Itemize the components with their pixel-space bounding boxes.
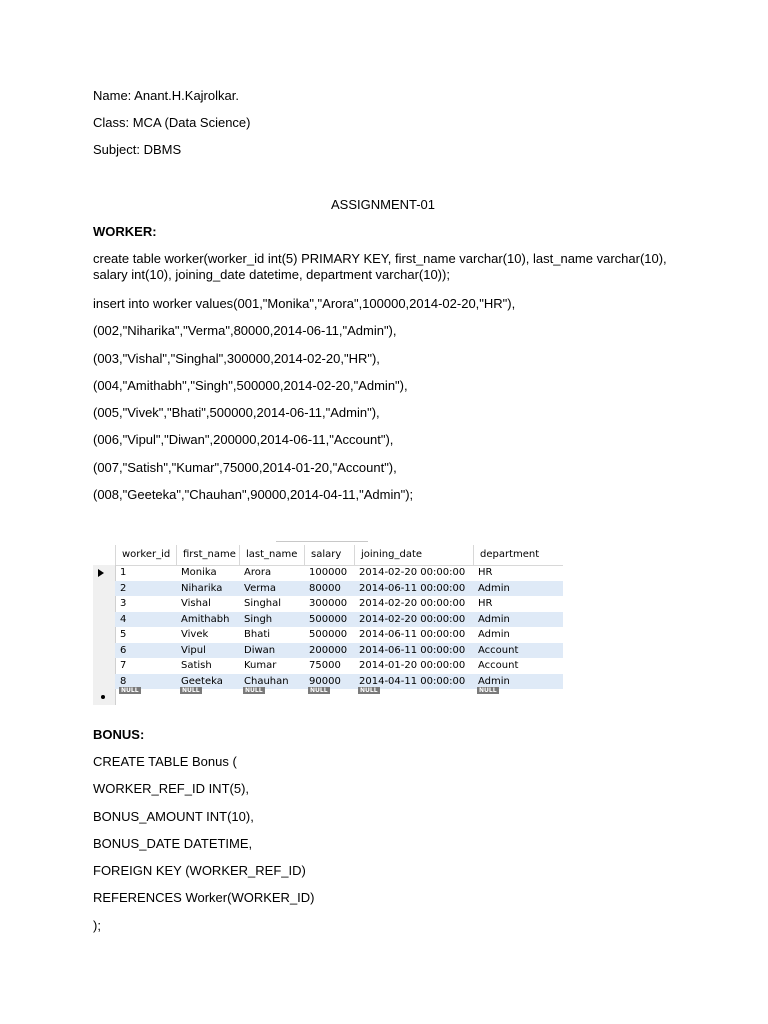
worker-create-statement: create table worker(worker_id int(5) PRIMARY KEY, first_name varchar(10), last_name varchar(10), salary int(10), joining_date datetime, department varchar(10));: [93, 251, 667, 282]
cell-salary[interactable]: 80000: [309, 582, 341, 594]
subject: Subject: DBMS: [93, 142, 182, 157]
cell-department[interactable]: HR: [478, 598, 493, 609]
cell-first-name[interactable]: Vipul: [181, 644, 206, 656]
cell-department[interactable]: Account: [478, 644, 519, 656]
column-header-department[interactable]: department: [473, 545, 563, 565]
cell-joining-date[interactable]: 2014-01-20 00:00:00: [359, 660, 466, 671]
cell-salary[interactable]: 200000: [309, 644, 348, 656]
cell-first-name[interactable]: Vishal: [181, 598, 211, 609]
cell-department[interactable]: Admin: [478, 613, 510, 625]
cell-worker-id[interactable]: 3: [120, 598, 127, 609]
cell-joining-date[interactable]: 2014-02-20 00:00:00: [359, 567, 466, 578]
bonus-line: BONUS_DATE DATETIME,: [93, 836, 253, 851]
insert-line: (003,"Vishal","Singhal",300000,2014-02-20,"HR"),: [93, 351, 380, 366]
cell-last-name[interactable]: Singh: [244, 613, 273, 625]
cell-last-name[interactable]: Arora: [244, 567, 272, 578]
column-header-joining-date[interactable]: joining_date: [354, 545, 473, 565]
bonus-line: FOREIGN KEY (WORKER_REF_ID): [93, 863, 306, 878]
grid-header: [93, 545, 563, 566]
bonus-line: REFERENCES Worker(WORKER_ID): [93, 890, 315, 905]
cell-department[interactable]: Account: [478, 660, 519, 671]
cell-department[interactable]: Admin: [478, 629, 510, 640]
cell-first-name[interactable]: Monika: [181, 567, 217, 578]
worker-heading: WORKER:: [93, 224, 157, 239]
cell-department[interactable]: HR: [478, 567, 493, 578]
insert-line: (002,"Niharika","Verma",80000,2014-06-11,"Admin"),: [93, 323, 397, 338]
cell-worker-id[interactable]: 2: [120, 582, 127, 594]
new-row-marker-icon: [101, 695, 105, 699]
cell-department[interactable]: Admin: [478, 675, 510, 687]
cell-joining-date[interactable]: 2014-06-11 00:00:00: [359, 629, 466, 640]
insert-line: (006,"Vipul","Diwan",200000,2014-06-11,"Account"),: [93, 432, 394, 447]
assignment-title: ASSIGNMENT-01: [330, 197, 436, 212]
cell-worker-id[interactable]: 5: [120, 629, 127, 640]
table-row[interactable]: [115, 627, 563, 643]
null-placeholder[interactable]: NULL: [182, 687, 200, 694]
null-placeholder[interactable]: NULL: [245, 687, 263, 694]
cell-department[interactable]: Admin: [478, 582, 510, 594]
null-placeholder[interactable]: NULL: [310, 687, 328, 694]
cell-joining-date[interactable]: 2014-06-11 00:00:00: [359, 582, 466, 594]
bonus-heading: BONUS:: [93, 727, 145, 742]
bonus-line: WORKER_REF_ID INT(5),: [93, 781, 250, 796]
cell-first-name[interactable]: Geeteka: [181, 675, 223, 687]
cell-worker-id[interactable]: 1: [120, 567, 127, 578]
cell-salary[interactable]: 300000: [309, 598, 348, 609]
column-header-first-name[interactable]: first_name: [176, 545, 239, 565]
worker-result-grid: [93, 543, 563, 705]
insert-line: (008,"Geeteka","Chauhan",90000,2014-04-11,"Admin");: [93, 487, 414, 502]
cell-first-name[interactable]: Niharika: [181, 582, 223, 594]
insert-line: (007,"Satish","Kumar",75000,2014-01-20,"Account"),: [93, 460, 397, 475]
table-row[interactable]: [115, 658, 563, 674]
cell-joining-date[interactable]: 2014-02-20 00:00:00: [359, 613, 466, 625]
null-placeholder[interactable]: NULL: [360, 687, 378, 694]
table-row[interactable]: [115, 565, 563, 581]
insert-line: (004,"Amithabh","Singh",500000,2014-02-20,"Admin"),: [93, 378, 408, 393]
table-row[interactable]: [115, 643, 563, 659]
null-placeholder[interactable]: NULL: [479, 687, 497, 694]
row-indicator-column: [93, 565, 116, 705]
cell-last-name[interactable]: Chauhan: [244, 675, 289, 687]
cell-joining-date[interactable]: 2014-04-11 00:00:00: [359, 675, 466, 687]
table-row[interactable]: [115, 612, 563, 628]
cell-worker-id[interactable]: 7: [120, 660, 127, 671]
grid-divider: [276, 541, 368, 542]
insert-line: insert into worker values(001,"Monika","Arora",100000,2014-02-20,"HR"),: [93, 296, 516, 311]
current-row-arrow-icon: [98, 569, 104, 577]
cell-joining-date[interactable]: 2014-06-11 00:00:00: [359, 644, 466, 656]
column-header-worker-id[interactable]: worker_id: [115, 545, 176, 565]
bonus-line: CREATE TABLE Bonus (: [93, 754, 237, 769]
cell-first-name[interactable]: Satish: [181, 660, 212, 671]
cell-worker-id[interactable]: 4: [120, 613, 127, 625]
cell-salary[interactable]: 90000: [309, 675, 341, 687]
cell-salary[interactable]: 500000: [309, 629, 348, 640]
cell-last-name[interactable]: Bhati: [244, 629, 271, 640]
column-header-salary[interactable]: salary: [304, 545, 354, 565]
insert-line: (005,"Vivek","Bhati",500000,2014-06-11,"Admin"),: [93, 405, 380, 420]
student-class: Class: MCA (Data Science): [93, 115, 251, 130]
cell-last-name[interactable]: Diwan: [244, 644, 276, 656]
bonus-line: BONUS_AMOUNT INT(10),: [93, 809, 254, 824]
cell-worker-id[interactable]: 8: [120, 675, 127, 687]
cell-last-name[interactable]: Singhal: [244, 598, 282, 609]
cell-salary[interactable]: 100000: [309, 567, 348, 578]
student-name: Name: Anant.H.Kajrolkar.: [93, 88, 239, 103]
cell-last-name[interactable]: Verma: [244, 582, 277, 594]
cell-worker-id[interactable]: 6: [120, 644, 127, 656]
cell-salary[interactable]: 75000: [309, 660, 341, 671]
null-placeholder[interactable]: NULL: [121, 687, 139, 694]
table-row[interactable]: [115, 596, 563, 612]
bonus-line: );: [93, 918, 101, 933]
table-row[interactable]: [115, 581, 563, 597]
cell-first-name[interactable]: Amithabh: [181, 613, 230, 625]
column-header-last-name[interactable]: last_name: [239, 545, 304, 565]
cell-first-name[interactable]: Vivek: [181, 629, 209, 640]
document-page: [93, 0, 678, 1024]
cell-last-name[interactable]: Kumar: [244, 660, 277, 671]
cell-salary[interactable]: 500000: [309, 613, 348, 625]
cell-joining-date[interactable]: 2014-02-20 00:00:00: [359, 598, 466, 609]
